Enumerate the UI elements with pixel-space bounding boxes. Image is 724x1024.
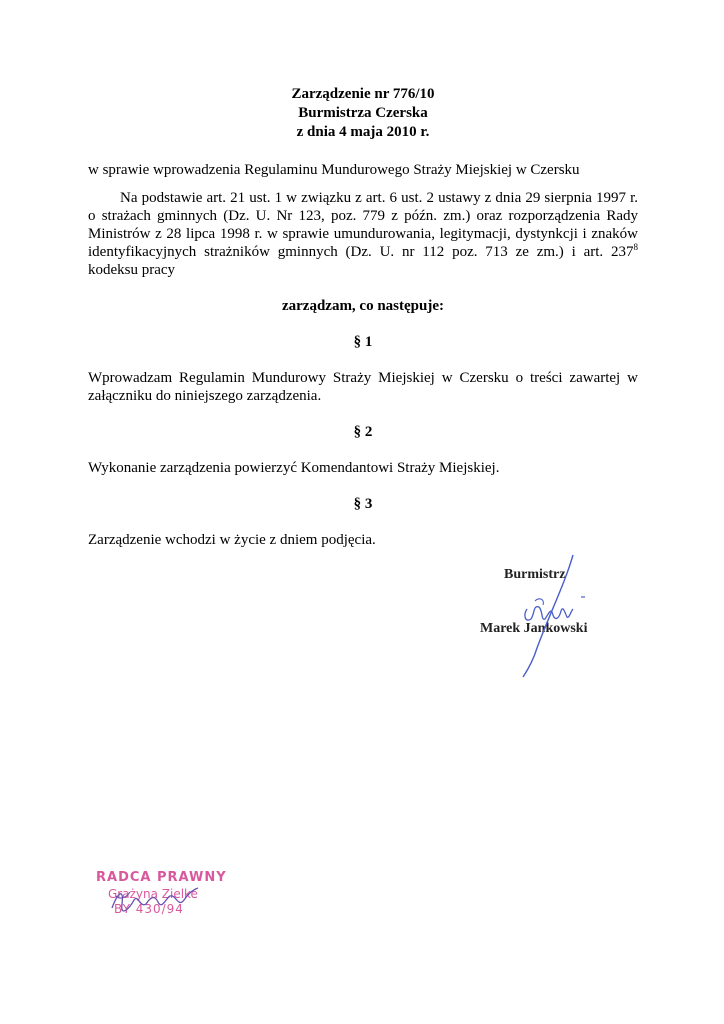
document-title-block <box>88 85 638 142</box>
document-date: z dnia 4 maja 2010 r. <box>296 124 430 140</box>
legal-basis <box>88 189 638 279</box>
section-mark-3: § 3 <box>353 496 373 512</box>
section-text-1: Wprowadzam Regulamin Mundurowy Straży Miejskiej w Czersku o treści zawartej w załączniku do niniejszego zarządzenia. <box>88 370 638 404</box>
section-mark-2: § 2 <box>353 424 373 440</box>
document-body <box>88 85 638 549</box>
document-issuer: Burmistrza Czerska <box>298 105 428 121</box>
section-text-3: Zarządzenie wchodzi w życie z dniem podjęcia. <box>88 532 376 548</box>
document-title: Zarządzenie nr 776/10 <box>291 86 435 102</box>
stamp-line-1: RADCA PRAWNY <box>96 870 227 885</box>
section-mark-1: § 1 <box>353 334 373 350</box>
handwritten-signature-icon <box>505 553 595 683</box>
decree-statement: zarządzam, co następuje: <box>281 298 445 314</box>
stamp-line-3: BY 430/94 <box>114 902 184 916</box>
legal-basis-end: kodeksu pracy <box>88 262 176 278</box>
section-text-2: Wykonanie zarządzenia powierzyć Komendantowi Straży Miejskiej. <box>88 460 500 476</box>
stamp-signature-icon <box>100 878 210 928</box>
document-subject: w sprawie wprowadzenia Regulaminu Mundurowego Straży Miejskiej w Czersku <box>88 162 580 178</box>
legal-basis-superscript: 8 <box>633 242 638 252</box>
signature-name: Marek Jankowski <box>480 621 588 636</box>
legal-basis-text: Na podstawie art. 21 ust. 1 w związku z art. 6 ust. 2 ustawy z dnia 29 sierpnia 1997 r. o strażach gminnych (Dz. U. Nr 123, poz. 779 z późn. zm.) oraz rozporządzenia Rady Ministrów z 28 lipca 1998 r. w sprawie umundurowania, legitymacji, dystynkcji i znaków identyfikacyjnych strażników gminnych (Dz. U. nr 112 poz. 713 ze zm.) i art. 237 <box>88 190 638 260</box>
stamp-line-2: Grażyna Zielke <box>108 887 198 901</box>
signature-role: Burmistrz <box>504 567 566 582</box>
